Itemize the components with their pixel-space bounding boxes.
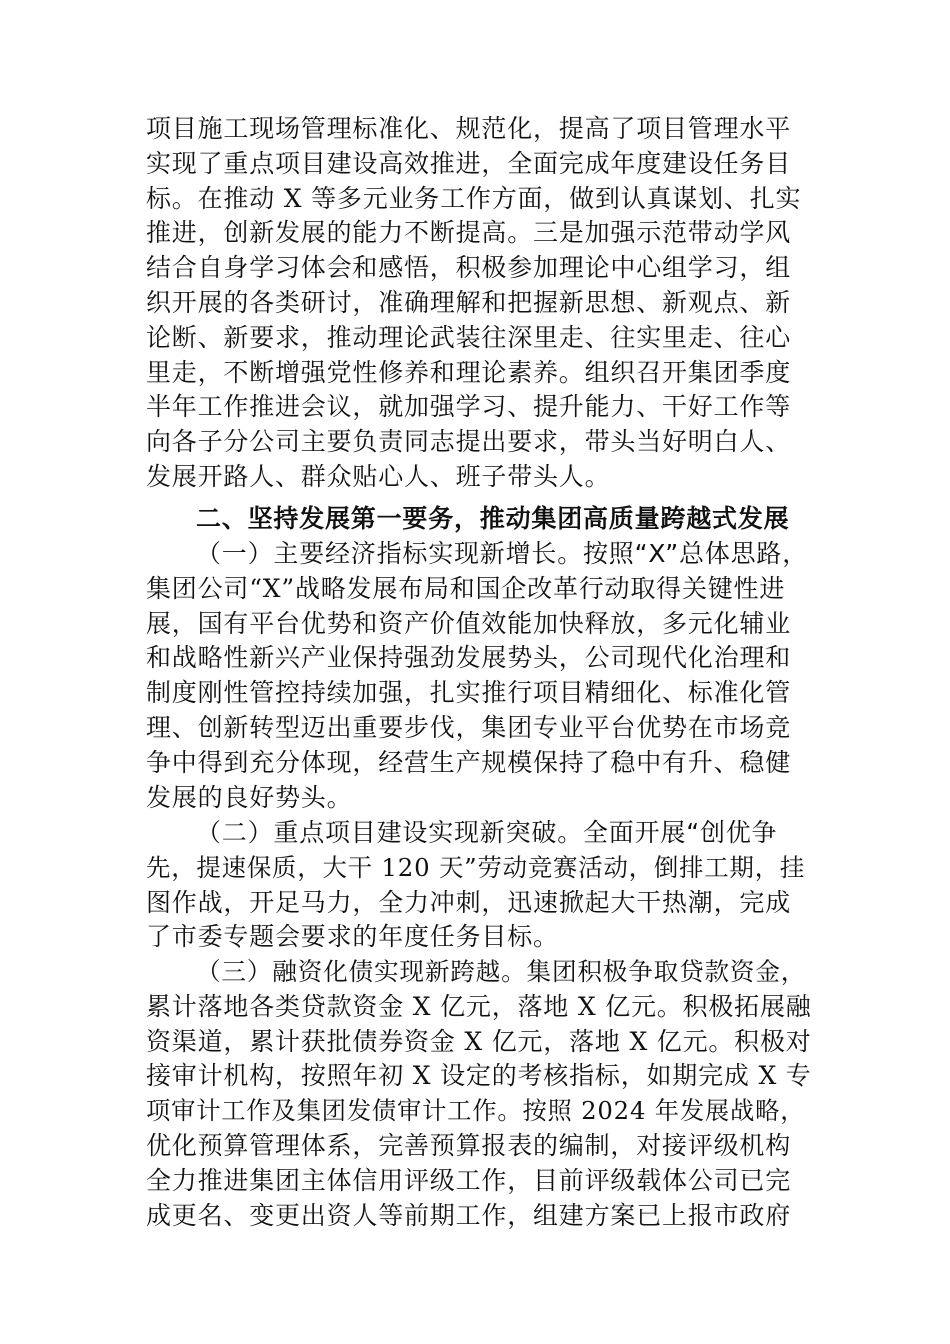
text-line: 接审计机构，按照年初 X 设定的考核指标，如期完成 X 专 xyxy=(146,1061,812,1091)
text-line: 全力推进集团主体信用评级工作，目前评级载体公司已完 xyxy=(146,1165,792,1195)
text-line: 制度刚性管控持续加强，扎实推行项目精细化、标准化管 xyxy=(146,678,792,708)
paragraph-continued xyxy=(146,112,812,495)
text-line: 发展开路人、群众贴心人、班子带头人。 xyxy=(146,461,611,491)
text-line: 向各子分公司主要负责同志提出要求，带头当好明白人、 xyxy=(146,427,792,457)
text-line: 半年工作推进会议，就加强学习、提升能力、干好工作等 xyxy=(146,392,792,422)
text-line: 项审计工作及集团发债审计工作。按照 2024 年发展战略， xyxy=(146,1096,806,1126)
text-line: 争中得到充分体现，经营生产规模保持了稳中有升、稳健 xyxy=(146,747,792,777)
text-line: 项目施工现场管理标准化、规范化，提高了项目管理水平 xyxy=(146,114,792,143)
text-line: 优化预算管理体系，完善预算报表的编制，对接评级机构 xyxy=(146,1130,792,1160)
text-line: （一）主要经济指标实现新增长。按照“X”总体思路， xyxy=(196,539,809,568)
text-line: 结合自身学习体会和感悟，积极参加理论中心组学习，组 xyxy=(146,253,792,283)
text-line: 成更名、变更出资人等前期工作，组建方案已上报市政府 xyxy=(146,1200,792,1230)
text-line: 先，提速保质，大干 120 天”劳动竞赛活动，倒排工期，挂 xyxy=(146,852,806,882)
text-line: 集团公司“X”战略发展布局和国企改革行动取得关键性进 xyxy=(146,573,786,603)
paragraph-economic-indicators xyxy=(146,537,812,815)
text-line: 论断、新要求，推动理论武装往深里走、往实里走、往心 xyxy=(146,322,792,352)
text-line: 里走，不断增强党性修养和理论素养。组织召开集团季度 xyxy=(146,357,792,387)
text-line: （三）融资化债实现新跨越。集团积极争取贷款资金， xyxy=(196,957,807,986)
text-line: 织开展的各类研讨，准确理解和把握新思想、新观点、新 xyxy=(146,287,792,317)
text-line: 累计落地各类贷款资金 X 亿元，落地 X 亿元。积极拓展融 xyxy=(146,991,812,1021)
text-line: 理、创新转型迈出重要步伐，集团专业平台优势在市场竞 xyxy=(146,712,792,742)
text-line: 和战略性新兴产业保持强劲发展势头，公司现代化治理和 xyxy=(146,643,792,673)
paragraph-financing xyxy=(146,955,812,1233)
text-line: 实现了重点项目建设高效推进，全面完成年度建设任务目 xyxy=(146,148,792,178)
text-line: （二）重点项目建设实现新突破。全面开展“创优争 xyxy=(196,818,778,847)
text-line: 标。在推动 X 等多元业务工作方面，做到认真谋划、扎实 xyxy=(146,183,802,213)
text-line: 资渠道，累计获批债券资金 X 亿元，落地 X 亿元。积极对 xyxy=(146,1026,812,1056)
paragraph-key-projects xyxy=(146,816,812,955)
text-line: 推进，创新发展的能力不断提高。三是加强示范带动学风 xyxy=(146,218,792,248)
text-line: 展，国有平台优势和资产价值效能加快释放，多元化辅业 xyxy=(146,608,792,638)
text-line: 了市委专题会要求的年度任务目标。 xyxy=(146,922,559,952)
section-heading xyxy=(196,502,862,537)
heading-line: 二、坚持发展第一要务，推动集团高质量跨越式发展 xyxy=(196,504,790,533)
text-line: 发展的良好势头。 xyxy=(146,782,353,812)
text-line: 图作战，开足马力，全力冲刺，迅速掀起大干热潮，完成 xyxy=(146,887,792,917)
